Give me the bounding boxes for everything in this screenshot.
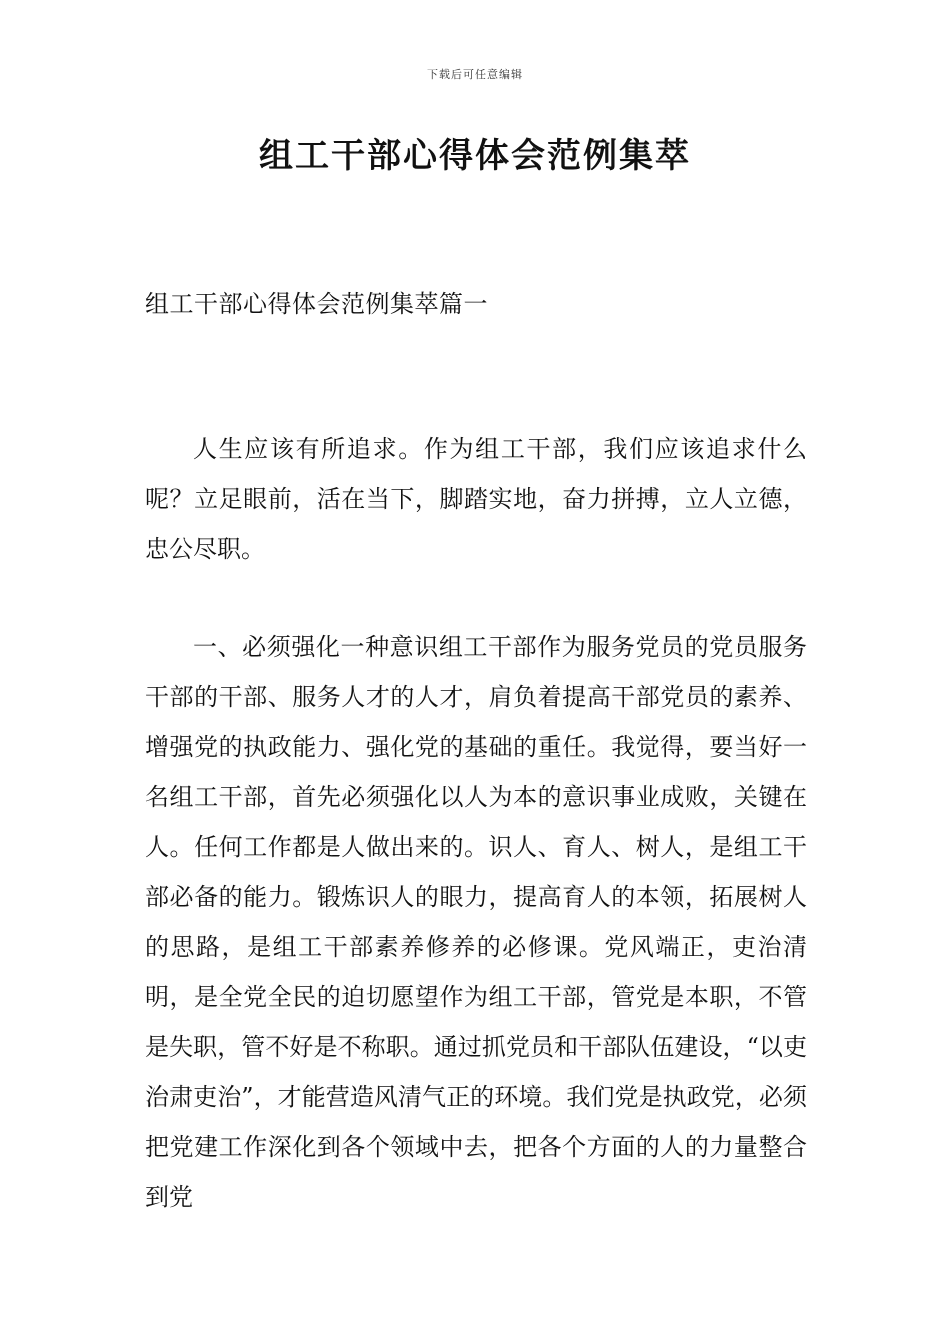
section-heading: 组工干部心得体会范例集萃篇一: [145, 290, 488, 318]
paragraph-section-one: 一、必须强化一种意识组工干部作为服务党员的党员服务干部的干部、服务人才的人才，肩负着提高干部党员的素养、增强党的执政能力、强化党的基础的重任。我觉得，要当好一名组工干部，首先必须强化以人为本的意识事业成败，关键在人。任何工作都是人做出来的。识人、育人、树人，是组工干部必备的能力。锻炼识人的眼力，提高育人的本领，拓展树人的思路，是组工干部素养修养的必修课。党风端正，吏治清明，是全党全民的迫切愿望作为组工干部，管党是本职，不管是失职，管不好是不称职。通过抓党员和干部队伍建设，“以吏治肃吏治”，才能营造风清气正的环境。我们党是执政党，必须把党建工作深化到各个领域中去，把各个方面的人的力量整合到党: [145, 633, 807, 1211]
header-note: 下载后可任意编辑: [427, 68, 523, 81]
document-title: 组工干部心得体会范例集萃: [259, 136, 691, 176]
paragraph-intro: 人生应该有所追求。作为组工干部，我们应该追求什么呢？立足眼前，活在当下，脚踏实地，奋力拼搏，立人立德，忠公尽职。: [145, 435, 807, 563]
